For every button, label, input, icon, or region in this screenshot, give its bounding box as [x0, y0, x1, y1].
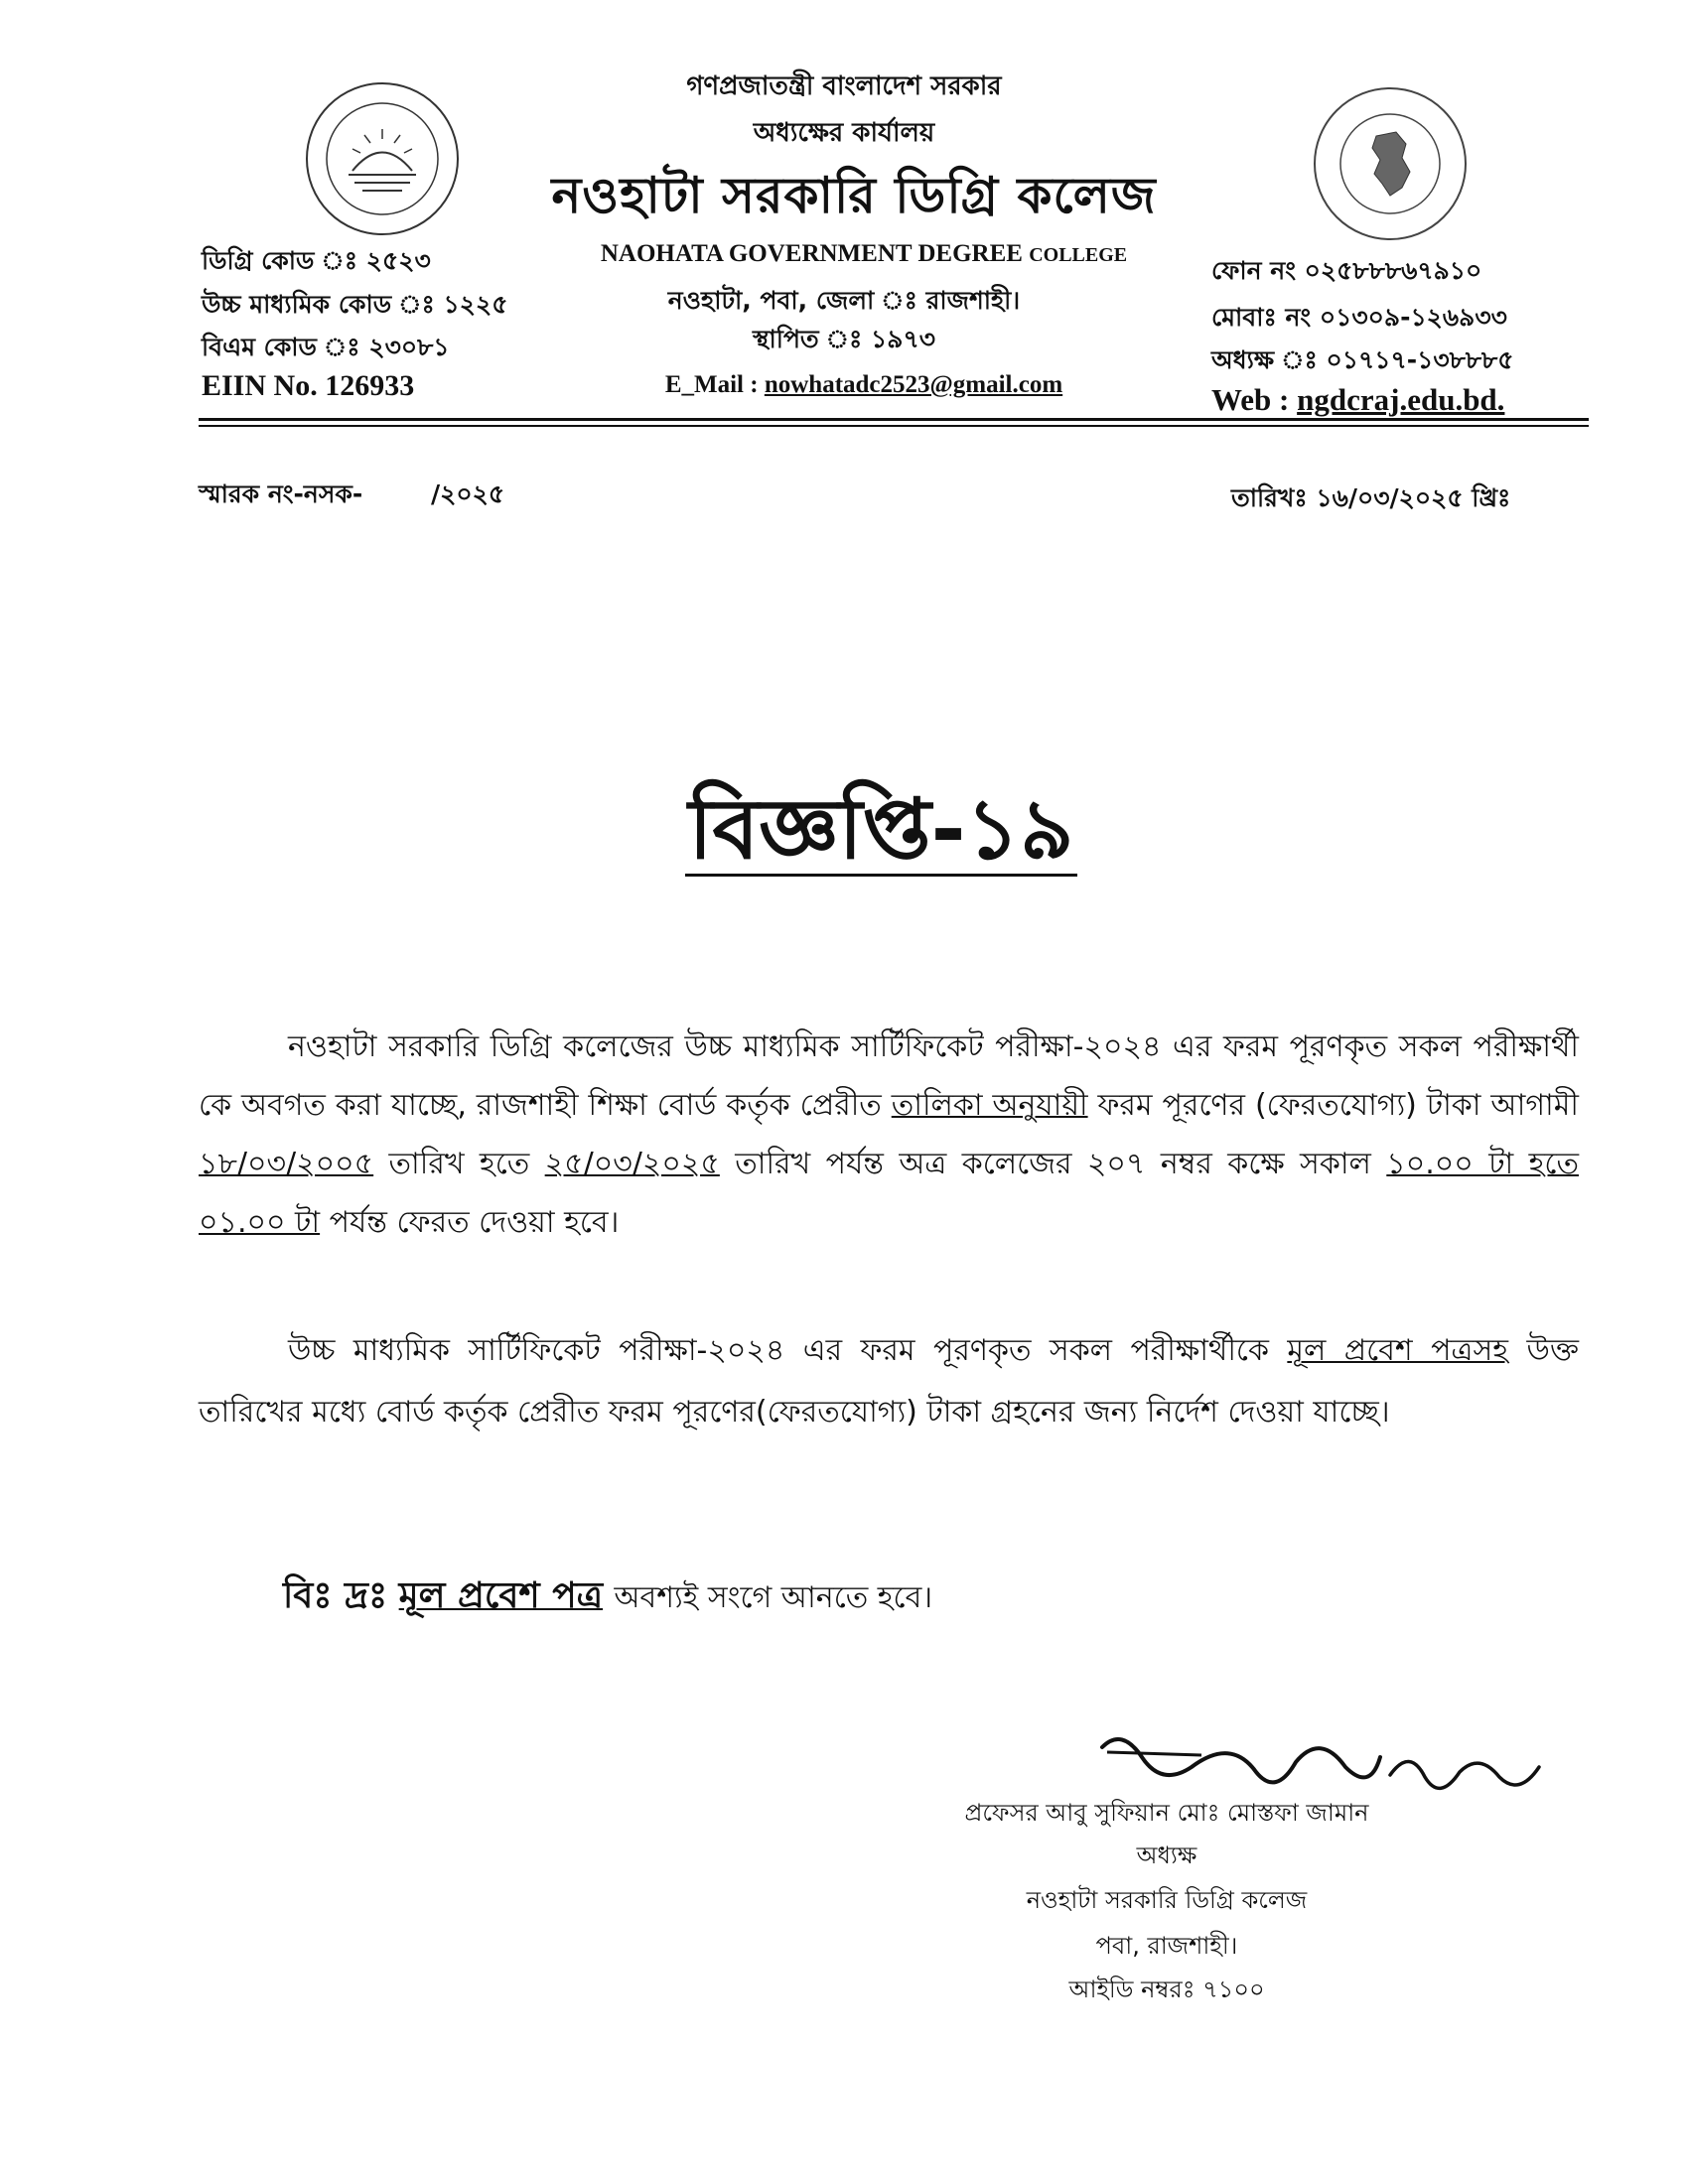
hsc-code: উচ্চ মাধ্যমিক কোড ঃ ১২২৫	[202, 290, 508, 319]
email-line	[606, 371, 1122, 399]
signatory-college: নওহাটা সরকারি ডিগ্রি কলেজ	[1026, 1886, 1308, 1914]
phone-number: ফোন নং ০২৫৮৮৮৬৭৯১০	[1211, 256, 1482, 285]
notice-paragraph-1	[199, 1018, 1579, 1252]
header-divider	[199, 418, 1589, 421]
signatory-id: আইডি নম্বরঃ ৭১০০	[1068, 1976, 1265, 2003]
principal-phone: অধ্যক্ষ ঃ ০১৭১৭-১৩৮৮৮৫	[1211, 345, 1514, 374]
memo-ref	[199, 475, 504, 517]
para1-end-date: ২৫/০৩/২০২৫	[544, 1147, 720, 1181]
email-label: E_Mail :	[664, 371, 759, 398]
para1-start-date: ১৮/০৩/২০০৫	[199, 1147, 374, 1181]
para1-highlight-list: তালিকা অনুযায়ী	[891, 1088, 1088, 1123]
notice-paragraph-2	[199, 1320, 1579, 1443]
para1-text-c: তারিখ হতে	[388, 1147, 530, 1181]
para2-text-a: উচ্চ মাধ্যমিক সার্টিফিকেট পরীক্ষা-২০২৪ এর ফরম পূরণকৃত সকল পরীক্ষার্থীকে	[288, 1333, 1269, 1368]
note-text: অবশ্যই সংগে আনতে হবে।	[614, 1580, 933, 1615]
para1-text-a: নওহাটা সরকারি ডিগ্রি কলেজের উচ্চ মাধ্যমিক সার্টিফিকেট পরীক্ষা-২০২৪ এর ফরম পূরণকৃত সকল পরীক্ষার্থী কে অবগত করা যাচ্ছে, রাজশাহী শিক্ষা বোর্ড কর্তৃক প্রেরীত	[199, 1029, 1579, 1123]
header-govt: গণপ্রজাতন্ত্রী বাংলাদেশ সরকার	[686, 71, 1002, 101]
web-label: Web :	[1211, 382, 1290, 417]
para1-text-b: ফরম পূরণের (ফেরতযোগ্য) টাকা আগামী	[1097, 1088, 1579, 1123]
website-link[interactable]: ngdcraj.edu.bd.	[1297, 382, 1505, 417]
para1-text-e: পর্যন্ত ফেরত দেওয়া হবে।	[329, 1205, 620, 1240]
college-address: নওহাটা, পবা, জেলা ঃ রাজশাহী।	[667, 286, 1021, 315]
college-name-en-tail: COLLEGE	[1029, 244, 1128, 266]
college-name-en	[536, 240, 1192, 268]
header-divider-secondary	[199, 425, 1589, 427]
college-name-en-main: NAOHATA GOVERNMENT DEGREE	[600, 240, 1023, 267]
signatory-place: পবা, রাজশাহী।	[1095, 1932, 1238, 1960]
notice-note	[283, 1569, 932, 1628]
memo-ref-year: /২০২৫	[430, 479, 505, 508]
website-line	[1211, 382, 1504, 418]
note-admit-card: মূল প্রবেশ পত্র	[398, 1575, 604, 1616]
memo-ref-label: স্মারক নং-নসক-	[199, 479, 363, 508]
memo-date: তারিখঃ ১৬/০৩/২০২৫ খ্রিঃ	[1231, 483, 1511, 512]
eiin-number: EIIN No. 126933	[202, 369, 415, 402]
para2-text-b: উক্ত তারিখের মধ্যে বোর্ড কর্তৃক প্রেরীত ফরম পূরণের(ফেরতযোগ্য) টাকা গ্রহনের জন্য নির্দেশ দেওয়া যাচ্ছে।	[199, 1333, 1579, 1430]
notice-title: বিজ্ঞপ্তি-১৯	[688, 780, 1074, 878]
header-office: অধ্যক্ষের কার্যালয়	[753, 118, 935, 148]
established: স্থাপিত ঃ ১৯৭৩	[753, 325, 935, 353]
degree-code: ডিগ্রি কোড ঃ ২৫২৩	[202, 246, 431, 275]
government-seal	[1311, 84, 1470, 243]
para2-admit-card: মূল প্রবেশ পত্রসহ	[1287, 1333, 1509, 1368]
signatory-name: প্রফেসর আবু সুফিয়ান মোঃ মোস্তফা জামান	[964, 1799, 1369, 1827]
mobile-number: মোবাঃ নং ০১৩০৯-১২৬৯৩৩	[1211, 303, 1507, 332]
college-name-bn: নওহাটা সরকারি ডিগ্রি কলেজ	[551, 167, 1157, 224]
email-link[interactable]: nowhatadc2523@gmail.com	[764, 371, 1063, 398]
para1-text-d: তারিখ পর্যন্ত অত্র কলেজের ২০৭ নম্বর কক্ষে সকাল	[735, 1147, 1371, 1181]
signatory-designation: অধ্যক্ষ	[1136, 1842, 1197, 1869]
college-seal	[303, 79, 462, 238]
notice-title-underline	[685, 874, 1077, 877]
para1-time: ১০.০০ টা হতে ০১.০০ টা	[199, 1147, 1579, 1240]
bm-code: বিএম কোড ঃ ২৩০৮১	[202, 333, 450, 361]
note-label: বিঃ দ্রঃ	[283, 1575, 388, 1616]
